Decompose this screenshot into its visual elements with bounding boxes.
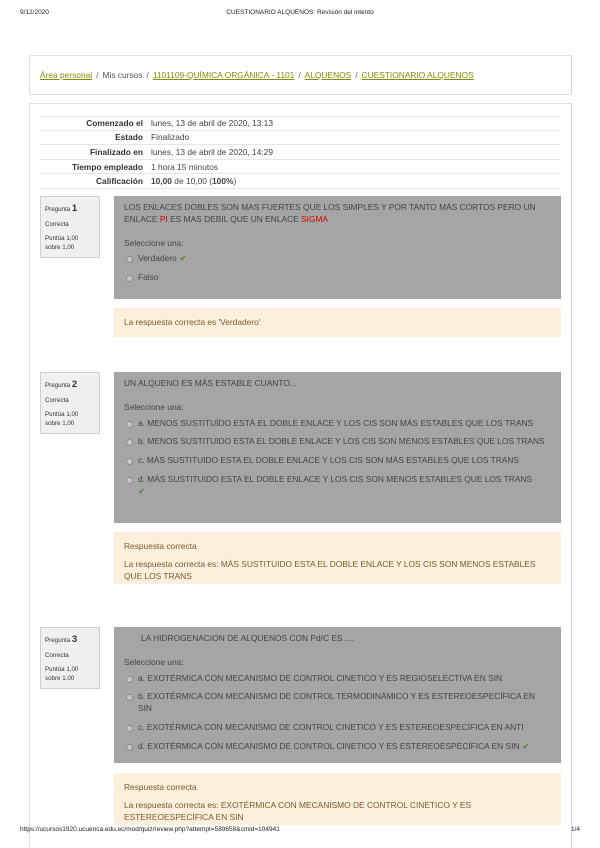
summary-label: Finalizado en	[89, 146, 143, 157]
question-number: 1	[71, 203, 78, 214]
answer-option[interactable]	[124, 253, 551, 265]
summary-label: Estado	[115, 132, 143, 143]
answer-option-label: a. MENOS SUSTITUÍDO ESTÁ EL DOBLE ENLACE Y LOS CIS SON MÁS ESTABLES QUE LOS TRANS	[138, 417, 534, 428]
answer-option[interactable]	[124, 691, 551, 715]
correct-answer-text: La respuesta correcta es: MÁS SUSTITUIDO ESTA EL DOBLE ENLACE Y LOS CIS SON MENOS ESTABLES QUE LOS TRANS	[124, 559, 536, 582]
radio-icon[interactable]	[126, 439, 133, 446]
check-icon: ✔	[138, 485, 146, 496]
answer-option[interactable]	[124, 741, 551, 753]
breadcrumb-mis-cursos: Mis cursos	[102, 70, 143, 80]
question-formulation-3	[114, 627, 561, 763]
question-points-max: sobre 1,00	[45, 674, 75, 682]
answer-option-label	[138, 474, 532, 498]
summary-row	[40, 160, 560, 175]
answer-option[interactable]	[124, 474, 551, 498]
radio-icon[interactable]	[126, 694, 133, 701]
breadcrumb-area-personal[interactable]: Área personal	[40, 70, 93, 80]
print-footer	[20, 826, 580, 838]
radio-icon[interactable]	[126, 275, 133, 282]
answer-option-label: Verdadero	[138, 253, 177, 264]
question-formulation-1	[114, 196, 561, 299]
print-title: CUESTIONARIO ALQUENOS: Revisión del intento	[226, 9, 374, 16]
radio-icon[interactable]	[126, 458, 133, 465]
answer-option-text: d. MÁS SUSTITUIDO ESTA EL DOBLE ENLACE Y LOS CIS SON MENOS ESTABLES QUE LOS TRANS	[138, 473, 533, 484]
attempt-summary-table	[40, 116, 560, 189]
answer-option[interactable]	[124, 455, 551, 467]
radio-icon[interactable]	[126, 676, 133, 683]
breadcrumb-alquenos[interactable]: ALQUENOS	[304, 70, 352, 80]
question-label: Pregunta	[45, 637, 71, 644]
question-text-part: ES MAS DEBIL QUE UN ENLACE	[167, 213, 302, 224]
grade-close: )	[233, 176, 237, 187]
radio-icon[interactable]	[126, 744, 133, 751]
answer-prompt: Seleccione una:	[124, 237, 184, 248]
question-info-3	[40, 627, 100, 689]
check-icon: ✔	[522, 740, 530, 751]
grade-value	[151, 176, 236, 186]
question-text-highlight: SIGMA	[301, 213, 329, 224]
answer-option-label: Falso	[138, 272, 159, 283]
grade-score: 10,00	[151, 176, 172, 187]
answer-option-label: a. EXOTÉRMICA CON MECANISMO DE CONTROL CINETICO Y ES REGIOSELECTIVA EN SIN	[138, 672, 503, 683]
print-page-number: 1/4	[570, 826, 580, 833]
question-points: Puntúa 1,00	[45, 410, 79, 418]
summary-value: Finalizado	[151, 132, 190, 143]
question-points-max: sobre 1,00	[45, 243, 75, 251]
grade-percent: 100%	[212, 176, 234, 187]
summary-label: Tiempo empleado	[71, 161, 143, 172]
summary-row	[40, 131, 560, 146]
summary-row	[40, 174, 560, 189]
print-header	[20, 9, 580, 21]
answer-option[interactable]	[124, 436, 551, 448]
question-number: 2	[71, 379, 78, 390]
question-formulation-2	[114, 372, 561, 523]
grade-total: de 10,00 (	[171, 176, 213, 187]
breadcrumb-separator: /	[146, 70, 149, 80]
question-label: Pregunta	[45, 206, 71, 213]
question-points-max: sobre 1,00	[45, 419, 75, 427]
summary-row	[40, 116, 560, 131]
answer-option-label: c. MÁS SUSTITUIDO ESTA EL DOBLE ENLACE Y LOS CIS SON MÁS ESTABLES QUE LOS TRANS	[138, 455, 520, 466]
radio-icon[interactable]	[126, 256, 133, 263]
print-url: https://ucursos1920.ucuenca.edu.ec/mod/quiz/review.php?attempt=589658&cmid=104941	[20, 826, 280, 833]
answer-option[interactable]	[124, 418, 551, 430]
breadcrumb-separator: /	[298, 70, 301, 80]
answer-option-label: b. EXOTÉRMICA CON MECANISMO DE CONTROL TERMODINÁMICO Y ES ESTEREOESPECÍFICA EN SIN	[138, 691, 536, 714]
print-date: 9/12/2020	[20, 9, 49, 16]
question-feedback-2	[114, 532, 561, 584]
breadcrumb-cuestionario[interactable]: CUESTIONARIO ALQUENOS	[361, 70, 474, 80]
answer-option[interactable]	[124, 722, 551, 734]
summary-label: Comenzado el	[86, 118, 143, 129]
answer-option-label: b. MENOS SUSTITUIDO ESTA EL DOBLE ENLACE Y LOS CIS SON MENOS ESTABLES QUE LOS TRANS	[138, 436, 545, 447]
question-points: Puntúa 1,00	[45, 665, 79, 673]
question-state: Correcta	[45, 397, 69, 405]
question-text: UN ALQUENO ES MÁS ESTABLE CUANTO...	[124, 378, 297, 388]
question-info-1	[40, 196, 100, 258]
question-state: Correcta	[45, 221, 69, 229]
question-points: Puntúa 1,00	[45, 234, 79, 242]
question-info-2	[40, 372, 100, 434]
question-label: Pregunta	[45, 382, 71, 389]
answer-option[interactable]	[124, 673, 551, 685]
radio-icon[interactable]	[126, 421, 133, 428]
answer-option-label: d. EXOTÉRMICA CON MECANISMO DE CONTROL CINETICO Y ES ESTEREOESPECÍFICA EN SIN	[138, 740, 520, 751]
answer-option[interactable]	[124, 272, 551, 284]
breadcrumb	[29, 55, 572, 95]
summary-value: 1 hora 15 minutos	[151, 161, 219, 172]
correct-answer-text: La respuesta correcta es: EXOTÉRMICA CON MECANISMO DE CONTROL CINETICO Y ES ESTEREOESPECÍFICA EN SIN	[124, 800, 472, 823]
breadcrumb-course[interactable]: 1101109-QUÍMICA ORGÁNICA - 1101	[152, 70, 295, 80]
answer-option-label: c. EXOTÉRMICA CON MECANISMO DE CONTROL CINETICO Y ES ESTEREOESPECÍFICA EN ANTI	[138, 721, 524, 732]
question-text-part: LOS ENLACES DOBLES SON MAS FUERTES QUE LOS SIMPLES Y POR TANTO MÁS CORTOS PERO UN ENLACE	[124, 202, 536, 224]
feedback-status: Respuesta correcta	[124, 782, 197, 792]
summary-row	[40, 145, 560, 160]
question-feedback-1	[114, 308, 561, 337]
radio-icon[interactable]	[126, 477, 133, 484]
quiz-review-panel	[29, 103, 572, 848]
radio-icon[interactable]	[126, 725, 133, 732]
answer-prompt: Seleccione una:	[124, 401, 184, 412]
question-number: 3	[71, 634, 78, 645]
answer-prompt: Seleccione una:	[124, 656, 184, 667]
question-text-highlight: PI	[159, 213, 168, 224]
breadcrumb-separator: /	[96, 70, 99, 80]
check-icon: ✔	[179, 253, 187, 264]
question-state: Correcta	[45, 652, 69, 660]
question-feedback-3	[114, 773, 561, 825]
correct-answer-text: La respuesta correcta es 'Verdadero'	[124, 317, 261, 327]
question-text: LA HIDROGENACION DE ALQUENOS CON Pd/C ES ....	[141, 633, 355, 643]
question-text	[124, 202, 551, 226]
feedback-status: Respuesta correcta	[124, 541, 197, 551]
summary-label: Calificación	[95, 176, 143, 187]
breadcrumb-separator: /	[355, 70, 358, 80]
summary-value: lunes, 13 de abril de 2020, 14:29	[151, 146, 273, 157]
summary-value: lunes, 13 de abril de 2020, 13:13	[151, 118, 273, 129]
